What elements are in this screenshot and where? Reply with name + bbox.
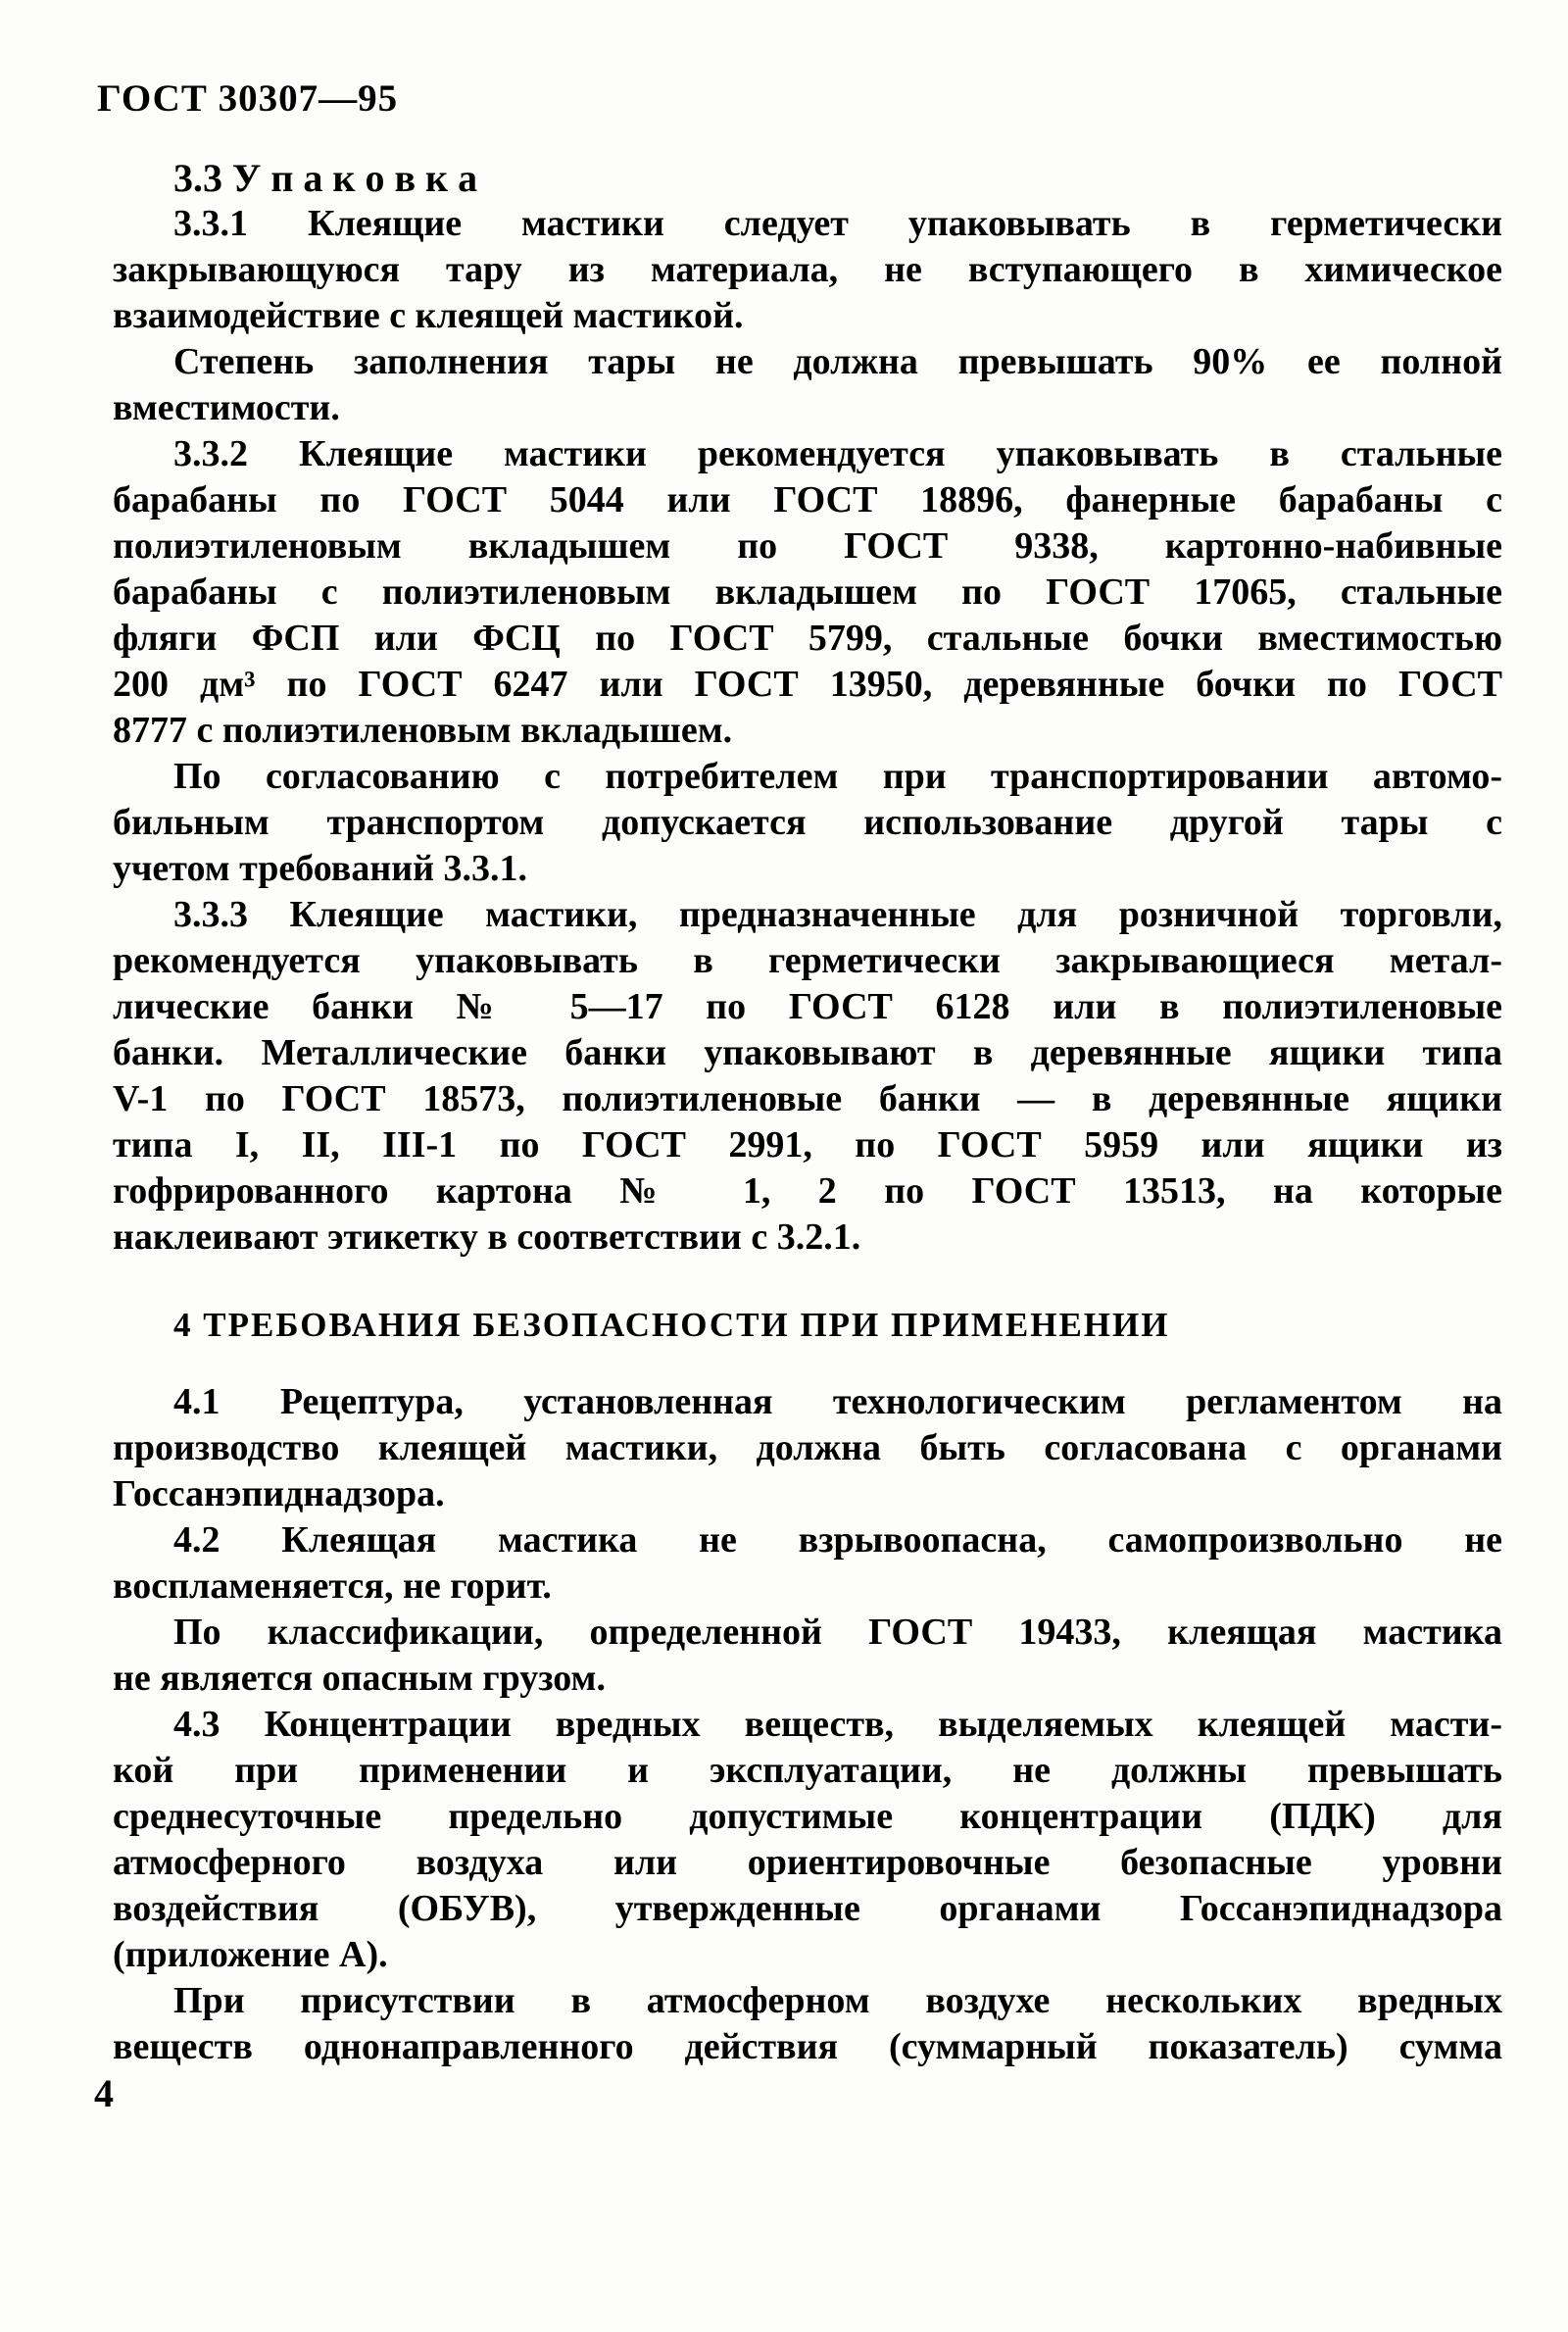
paragraph	[113, 1610, 1502, 1702]
text-line: гофрированного картона № 1, 2 по ГОСТ 13513, на которые	[113, 1170, 1502, 1212]
paragraph	[113, 1379, 1502, 1517]
text-line: не является опасным грузом.	[113, 1658, 606, 1699]
text-line: 4.2 Клеящая мастика не взрывоопасна, самопроизвольно не	[173, 1519, 1502, 1561]
text-line: взаимодействие с клеящей мастикой.	[113, 295, 744, 336]
text-line: 4.3 Концентрации вредных веществ, выделяемых клеящей масти-	[173, 1704, 1502, 1745]
text-line: воздействия (ОБУВ), утвержденные органами Госсанэпиднадзора	[113, 1888, 1502, 1929]
text-line: производство клеящей мастики, должна быть согласована с органами	[113, 1427, 1502, 1468]
text-line: типа I, II, III-1 по ГОСТ 2991, по ГОСТ 5959 или ящики из	[113, 1124, 1502, 1166]
document-body	[113, 155, 1502, 2070]
text-line: бильным транспортом допускается использование другой тары с	[113, 802, 1502, 843]
text-line: среднесуточные предельно допустимые концентрации (ПДК) для	[113, 1796, 1502, 1837]
text-line: полиэтиленовым вкладышем по ГОСТ 9338, картонно-набивные	[113, 525, 1502, 567]
text-line: 3.3.2 Клеящие мастики рекомендуется упаковывать в стальные	[173, 433, 1502, 474]
text-line: атмосферного воздуха или ориентировочные безопасные уровни	[113, 1842, 1502, 1883]
paragraph	[113, 1517, 1502, 1610]
text-line: барабаны по ГОСТ 5044 или ГОСТ 18896, фанерные барабаны с	[113, 479, 1502, 521]
text-line: банки. Металлические банки упаковывают в деревянные ящики типа	[113, 1032, 1502, 1073]
text-line: учетом требований 3.3.1.	[113, 848, 528, 889]
paragraph	[113, 1702, 1502, 1978]
text-line: барабаны с полиэтиленовым вкладышем по ГОСТ 17065, стальные	[113, 571, 1502, 613]
text-line: (приложение А).	[113, 1934, 388, 1975]
text-line: V-1 по ГОСТ 18573, полиэтиленовые банки — в деревянные ящики	[113, 1078, 1502, 1119]
text-line: При присутствии в атмосферном воздухе нескольких вредных	[173, 1980, 1502, 2021]
text-line: 4.1 Рецептура, установленная технологическим регламентом на	[173, 1381, 1502, 1422]
text-line: веществ однонаправленного действия (суммарный показатель) сумма	[113, 2026, 1502, 2067]
paragraph	[113, 339, 1502, 431]
text-line: 200 дм³ по ГОСТ 6247 или ГОСТ 13950, деревянные бочки по ГОСТ	[113, 664, 1502, 705]
paragraph	[113, 754, 1502, 892]
text-line: закрывающуюся тару из материала, не вступающего в химическое	[113, 249, 1502, 290]
running-header: ГОСТ 30307—95	[97, 77, 399, 120]
paragraph	[113, 431, 1502, 754]
paragraph	[113, 201, 1502, 339]
text-line: 3.3.1 Клеящие мастики следует упаковывать в герметически	[173, 203, 1502, 244]
text-line: Степень заполнения тары не должна превышать 90% ее полной	[173, 341, 1502, 382]
text-line: воспламеняется, не горит.	[113, 1565, 552, 1607]
text-line: кой при применении и эксплуатации, не должны превышать	[113, 1750, 1502, 1791]
text-line: 8777 с полиэтиленовым вкладышем.	[113, 710, 733, 751]
text-line: По классификации, определенной ГОСТ 19433, клеящая мастика	[173, 1612, 1502, 1653]
text-line: наклеивают этикетку в соответствии с 3.2.1.	[113, 1216, 861, 1258]
text-line: рекомендуется упаковывать в герметически закрывающиеся метал-	[113, 940, 1502, 981]
subsection-heading: 3.3 У п а к о в к а	[173, 156, 478, 200]
paragraph	[113, 892, 1502, 1261]
text-line: 3.3.3 Клеящие мастики, предназначенные для розничной торговли,	[173, 894, 1502, 935]
text-line: По согласованию с потребителем при транспортировании автомо-	[173, 756, 1502, 797]
paragraph	[113, 1978, 1502, 2070]
page-number: 4	[94, 2071, 114, 2115]
text-line: вместимости.	[113, 387, 340, 428]
text-line: лические банки № 5—17 по ГОСТ 6128 или в полиэтиленовые	[113, 986, 1502, 1027]
section-heading: 4 ТРЕБОВАНИЯ БЕЗОПАСНОСТИ ПРИ ПРИМЕНЕНИИ	[173, 1306, 1170, 1344]
text-line: Госсанэпиднадзора.	[113, 1473, 445, 1514]
text-line: фляги ФСП или ФСЦ по ГОСТ 5799, стальные бочки вместимостью	[113, 618, 1502, 659]
